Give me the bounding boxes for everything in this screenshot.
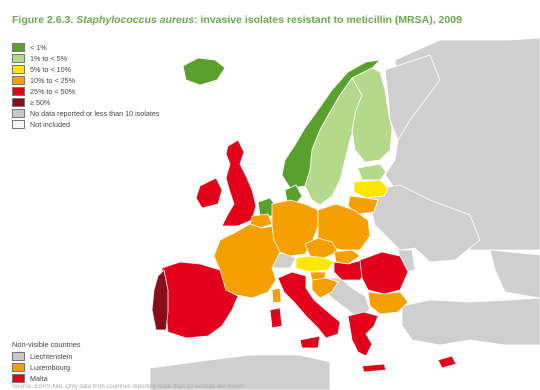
non-visible-swatch: [12, 374, 25, 383]
country-sardinia[interactable]: [270, 308, 282, 328]
legend-item: [12, 108, 182, 119]
legend-label: 10% to < 25%: [30, 76, 75, 85]
non-visible-list: [12, 351, 142, 384]
country-romania[interactable]: [360, 252, 408, 294]
non-visible-heading: Non-visible countries: [12, 340, 81, 349]
country-crete[interactable]: [362, 364, 386, 372]
country-finland[interactable]: [352, 68, 392, 162]
legend-item: [12, 53, 182, 64]
legend-item: [12, 86, 182, 97]
legend-swatch: [12, 65, 25, 74]
non-visible-item: [12, 373, 142, 384]
country-ireland[interactable]: [196, 178, 222, 208]
non-visible-swatch: [12, 352, 25, 361]
non-visible-item: [12, 351, 142, 362]
legend-label: 1% to < 5%: [30, 54, 67, 63]
country-austria[interactable]: [296, 256, 334, 272]
figure-label: Figure 2.6.3.: [12, 14, 74, 26]
legend-label: No data reported or less than 10 isolates: [30, 109, 160, 118]
legend-swatch: [12, 98, 25, 107]
country-corsica[interactable]: [272, 288, 281, 303]
turkey-land: [402, 298, 540, 345]
non-visible-label: Malta: [30, 374, 48, 383]
non-visible-countries: [12, 340, 142, 384]
legend-label: Not included: [30, 120, 70, 129]
legend-label: 25% to < 50%: [30, 87, 75, 96]
legend-item: [12, 97, 182, 108]
legend-swatch: [12, 109, 25, 118]
legend-label: 5% to < 10%: [30, 65, 71, 74]
legend-label: ≥ 50%: [30, 98, 51, 107]
source-footnote: Source: EARS-Net. Only data from countries reporting more than 10 isolates are shown.: [12, 384, 247, 390]
legend-item: [12, 75, 182, 86]
non-visible-item: [12, 362, 142, 373]
figure-title: [12, 14, 532, 26]
legend-swatch: [12, 76, 25, 85]
map-legend: [12, 42, 182, 130]
figure-organism: Staphylococcus aureus: [76, 14, 195, 26]
legend-swatch: [12, 43, 25, 52]
legend-item: [12, 64, 182, 75]
legend-item: [12, 119, 182, 130]
country-estonia[interactable]: [358, 164, 386, 180]
country-iceland[interactable]: [183, 58, 225, 85]
legend-label: < 1%: [30, 43, 47, 52]
country-greece[interactable]: [348, 312, 378, 356]
country-uk[interactable]: [222, 140, 256, 226]
non-visible-label: Luxembourg: [30, 363, 70, 372]
legend-swatch: [12, 87, 25, 96]
legend-swatch: [12, 120, 25, 129]
non-visible-swatch: [12, 363, 25, 372]
legend-item: [12, 42, 182, 53]
caucasus-land: [490, 250, 540, 298]
country-cyprus[interactable]: [438, 356, 456, 368]
legend-swatch: [12, 54, 25, 63]
country-sicily[interactable]: [300, 336, 320, 348]
figure-title-rest: : invasive isolates resistant to meticillin (MRSA), 2009: [194, 14, 462, 26]
country-latvia[interactable]: [354, 180, 388, 198]
country-portugal[interactable]: [152, 270, 168, 330]
non-visible-label: Liechtenstein: [30, 352, 73, 361]
